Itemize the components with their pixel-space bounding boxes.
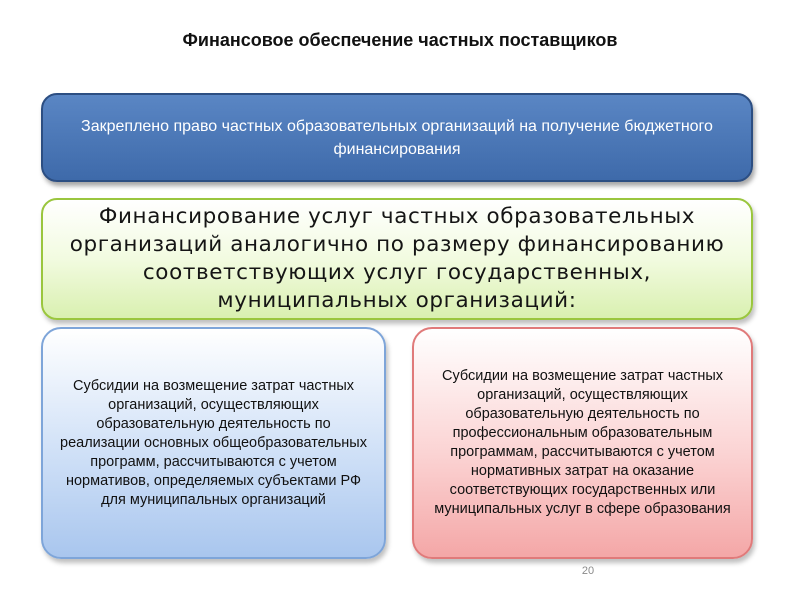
general-education-subsidy-text: Субсидии на возмещение затрат частных организаций, осуществляющих образовательную деятельность по реализации основных общеобразовательных программ, рассчитываются с учетом нормативов, определяемых субъектами РФ для муниципальных организаций (60, 377, 367, 508)
funding-equivalence-text: Финансирование услуг частных образовательных организаций аналогично по размеру финансированию соответствующих услуг государственных, муниципальных организаций: (69, 204, 725, 313)
slide-title: Финансовое обеспечение частных поставщиков (182, 30, 618, 50)
private-funding-right-box (41, 93, 753, 182)
professional-education-subsidy-box (412, 327, 753, 559)
general-education-subsidy-box (41, 327, 386, 559)
private-funding-right-text: Закреплено право частных образовательных организаций на получение бюджетного финансирования (81, 117, 713, 158)
professional-education-subsidy-text: Субсидии на возмещение затрат частных организаций, осуществляющих образовательную деятельность по профессиональным образовательным программам, рассчитываются с учетом нормативных затрат на оказание соответствующих государственных или муниципальных услуг в сфере образования (434, 368, 731, 517)
funding-equivalence-box (41, 198, 753, 320)
slide-number: 20 (581, 565, 595, 577)
